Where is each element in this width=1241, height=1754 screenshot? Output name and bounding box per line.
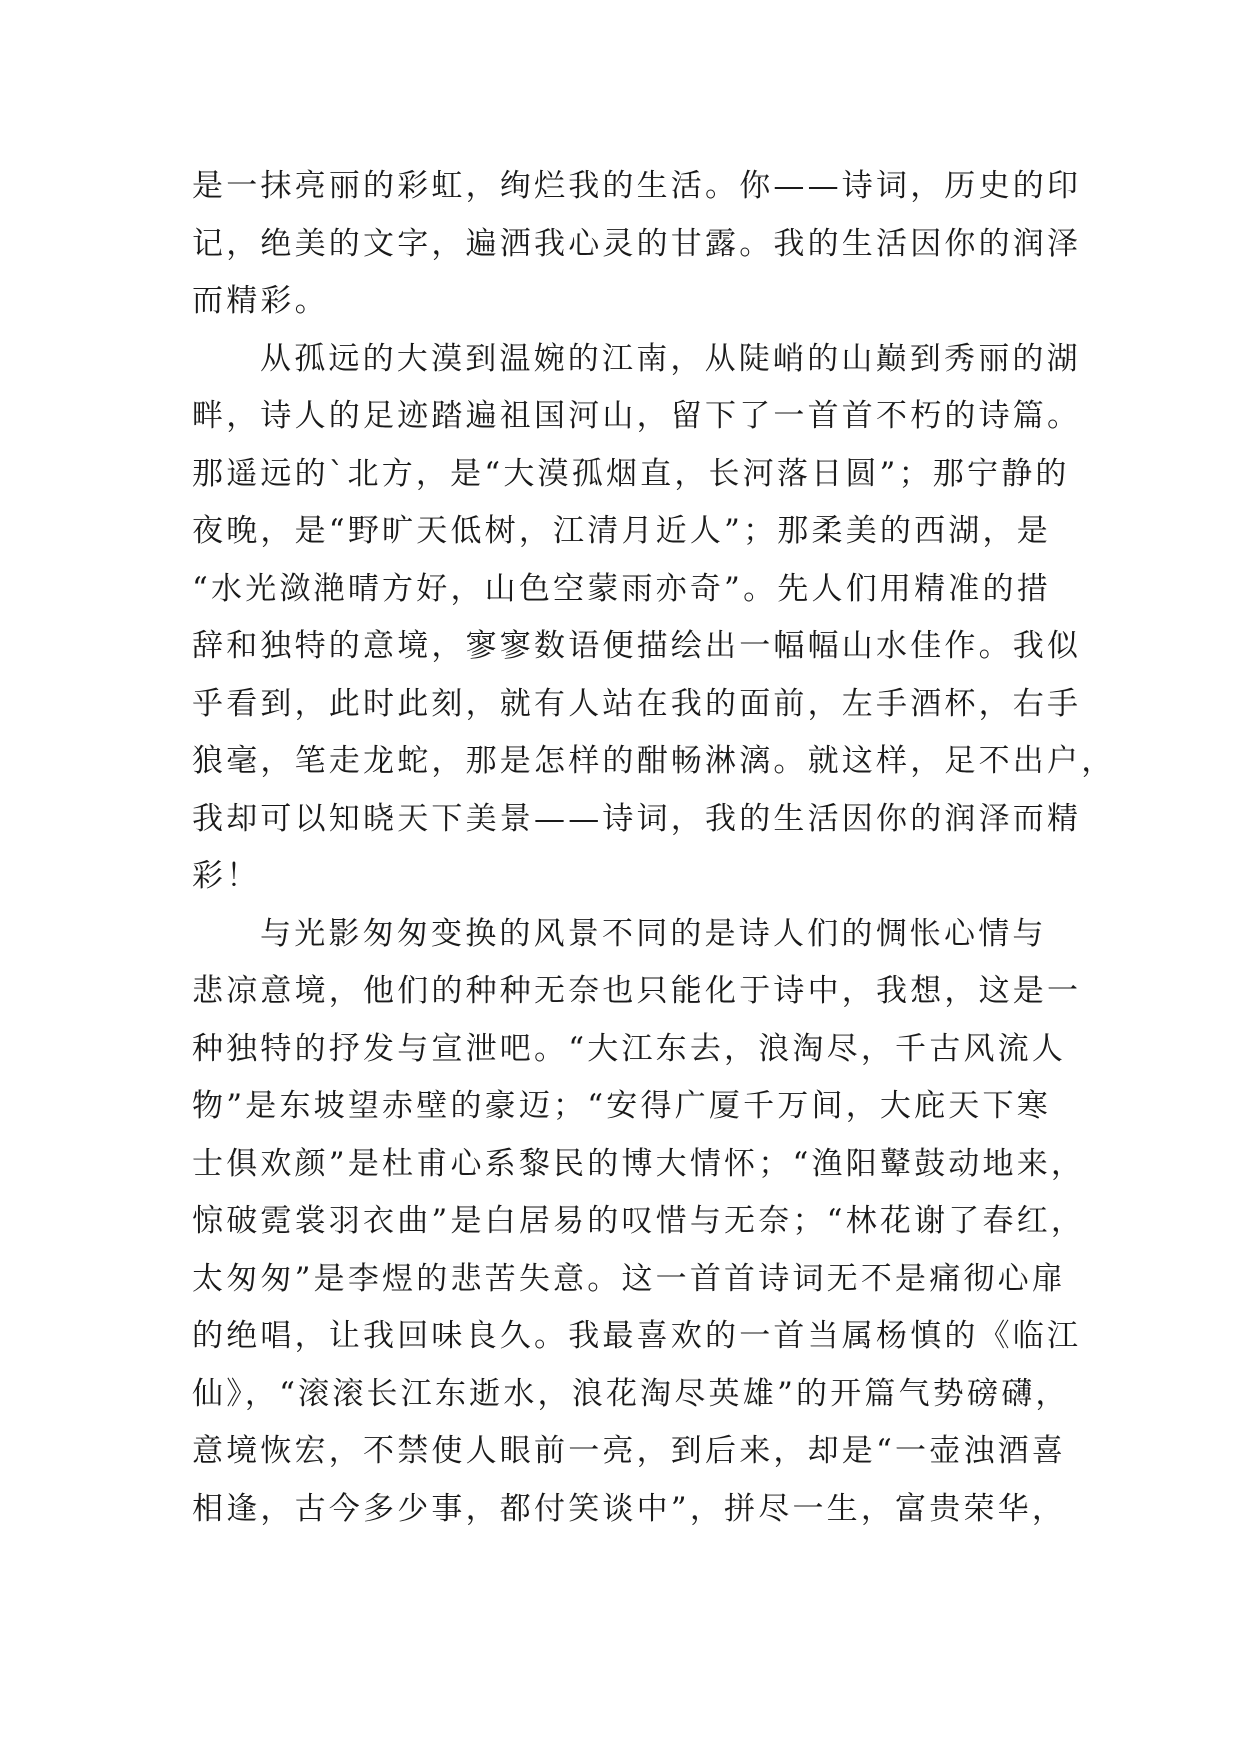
essay-body	[192, 158, 1116, 1538]
text-line: 悲凉意境，他们的种种无奈也只能化于诗中，我想，这是一	[192, 973, 1082, 1009]
text-line: 太匆匆”是李煜的悲苦失意。这一首首诗词无不是痛彻心扉	[192, 1260, 1067, 1297]
text-line: 相逢，古今多少事，都付笑谈中”，拼尽一生，富贵荣华，	[192, 1490, 1067, 1527]
text-line: 种独特的抒发与宣泄吧。“大江东去，浪淘尽，千古风流人	[192, 1030, 1067, 1067]
text-line: 物”是东坡望赤壁的豪迈；“安得广厦千万间，大庇天下寒	[192, 1088, 1051, 1124]
text-line: 我却可以知晓天下美景——诗词，我的生活因你的润泽而精	[192, 800, 1082, 837]
paragraph-first-line: 从孤远的大漠到温婉的江南，从陡峭的山巅到秀丽的湖	[260, 340, 1081, 377]
text-line: “水光潋滟晴方好，山色空蒙雨亦奇”。先人们用精准的措	[192, 570, 1051, 607]
paragraph-first-line: 与光影匆匆变换的风景不同的是诗人们的惆怅心情与	[260, 915, 1047, 952]
text-line: 惊破霓裳羽衣曲”是白居易的叹惜与无奈；“林花谢了春红，	[192, 1203, 1086, 1239]
text-line: 夜晚，是“野旷天低树，江清月近人”；那柔美的西湖，是	[192, 513, 1051, 549]
text-line: 是一抹亮丽的彩虹，绚烂我的生活。你——诗词，历史的印	[192, 168, 1082, 204]
text-line: 士俱欢颜”是杜甫心系黎民的博大情怀；“渔阳鼙鼓动地来，	[192, 1145, 1086, 1182]
text-line: 意境恢宏，不禁使人眼前一亮，到后来，却是“一壶浊酒喜	[192, 1433, 1067, 1469]
text-line: 辞和独特的意境，寥寥数语便描绘出一幅幅山水佳作。我似	[192, 628, 1082, 664]
text-line: 仙》，“滚滚长江东逝水，浪花淘尽英雄”的开篇气势磅礴，	[192, 1375, 1070, 1412]
text-line: 狼毫，笔走龙蛇，那是怎样的酣畅淋漓。就这样，足不出户，	[192, 743, 1116, 779]
text-line: 而精彩。	[192, 283, 329, 319]
text-line: 畔，诗人的足迹踏遍祖国河山，留下了一首首不朽的诗篇。	[192, 398, 1082, 434]
text-line: 记，绝美的文字，遍洒我心灵的甘露。我的生活因你的润泽	[192, 225, 1082, 262]
text-line: 那遥远的`北方，是“大漠孤烟直，长河落日圆”；那宁静的	[192, 455, 1070, 492]
text-line: 彩！	[192, 858, 261, 894]
text-line: 乎看到，此时此刻，就有人站在我的面前，左手酒杯，右手	[192, 685, 1082, 722]
text-line: 的绝唱，让我回味良久。我最喜欢的一首当属杨慎的《临江	[192, 1318, 1082, 1354]
